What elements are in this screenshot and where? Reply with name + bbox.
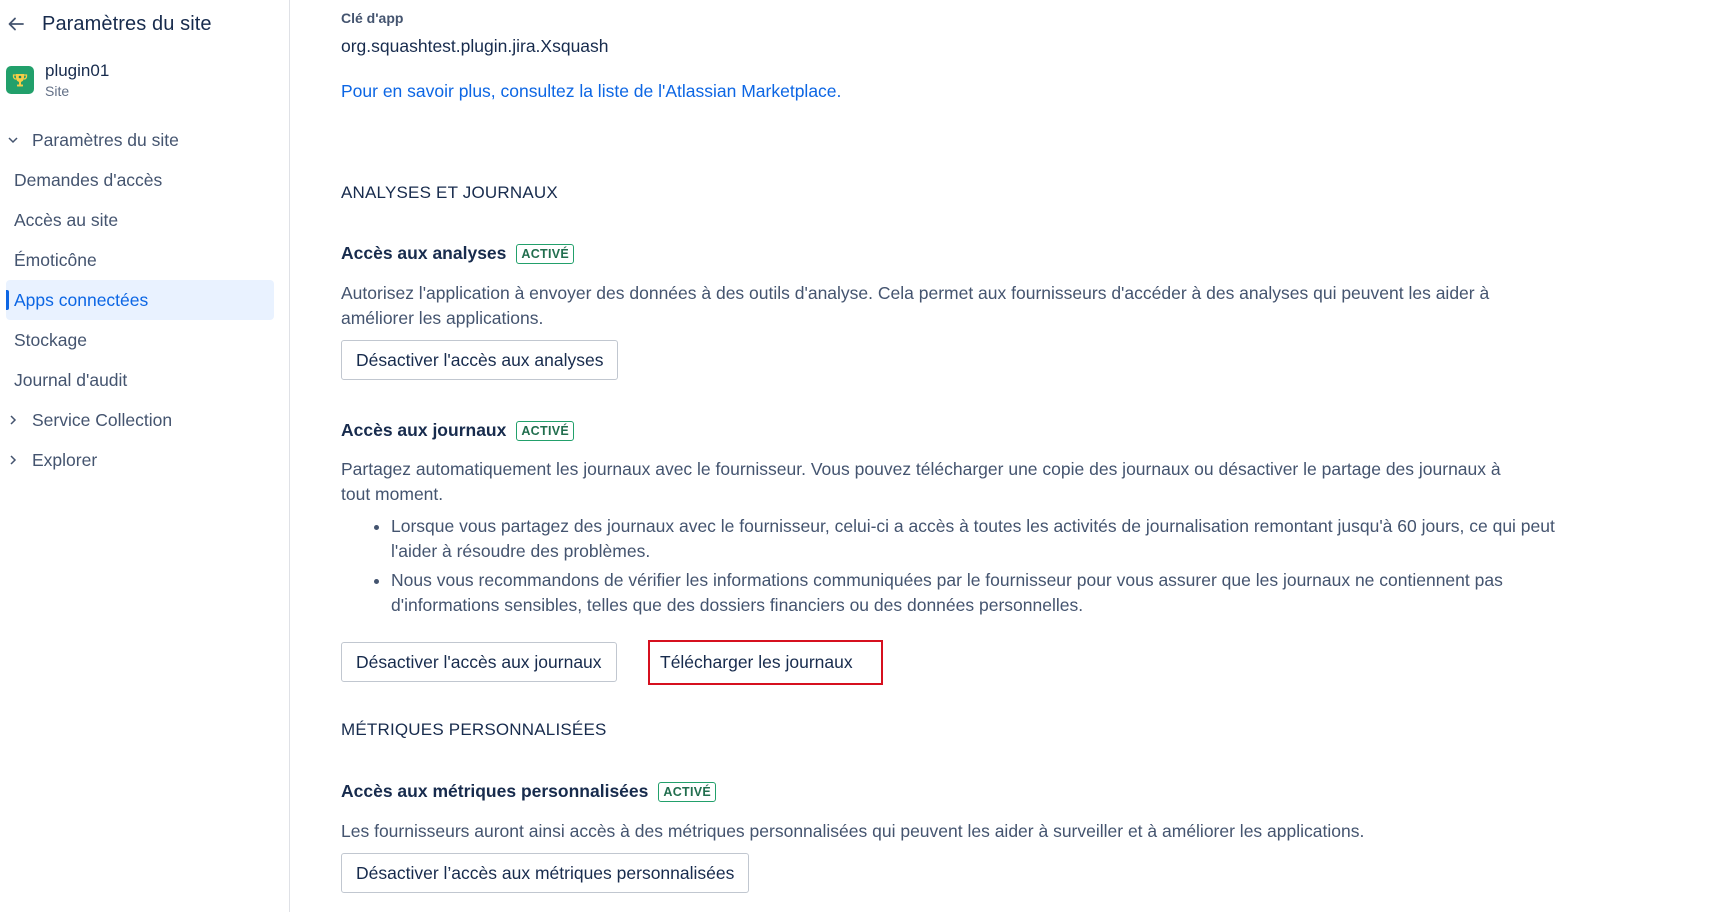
marketplace-link[interactable]: Pour en savoir plus, consultez la liste de l'Atlassian Marketplace. — [341, 81, 842, 101]
chevron-right-icon — [6, 453, 20, 467]
app-key-label: Clé d'app — [341, 10, 404, 26]
list-item: • Lorsque vous partagez des journaux avec le fournisseur, celui-ci a accès à toutes les activités de journalisation remontant jusqu'à 60 jours, ce qui peut l'aider à résoudre des problèmes. — [391, 514, 1571, 564]
sidebar — [0, 0, 290, 912]
sidebar-item-label: Explorer — [32, 449, 98, 470]
sidebar-item-label: Accès au site — [14, 209, 119, 230]
sidebar-item-label: Journal d'audit — [14, 369, 128, 390]
sidebar-item-label: Émoticône — [14, 249, 97, 270]
sidebar-item-audit-log[interactable] — [0, 360, 290, 400]
site-type: Site — [45, 83, 70, 99]
analytics-access-heading — [341, 243, 574, 264]
sidebar-nav — [0, 120, 290, 480]
sidebar-item-label: Apps connectées — [14, 289, 149, 310]
sidebar-item-emoji[interactable] — [0, 240, 290, 280]
chevron-down-icon — [6, 133, 20, 147]
sidebar-item-site-access[interactable] — [0, 200, 290, 240]
arrow-left-icon[interactable] — [4, 12, 28, 36]
download-logs-button[interactable]: Télécharger les journaux — [648, 640, 883, 685]
sidebar-item-storage[interactable] — [0, 320, 290, 360]
logs-access-heading — [341, 420, 574, 441]
metrics-section-heading: MÉTRIQUES PERSONNALISÉES — [341, 720, 607, 739]
analytics-description: Autorisez l'application à envoyer des données à des outils d'analyse. Cela permet aux fournisseurs d'accéder à des analyses qui peuvent les aider à améliorer les applications. — [341, 283, 1490, 328]
disable-metrics-button[interactable]: Désactiver l’accès aux métriques personnalisées — [341, 853, 749, 893]
sidebar-item-label: Paramètres du site — [32, 129, 179, 150]
logs-access-title: Accès aux journaux — [341, 420, 507, 440]
sidebar-item-site-settings[interactable] — [0, 120, 290, 160]
site-card[interactable] — [6, 62, 109, 98]
trophy-icon — [6, 66, 34, 94]
sidebar-item-explorer[interactable] — [0, 440, 290, 480]
status-badge: ACTIVÉ — [516, 421, 574, 441]
sidebar-item-label: Service Collection — [32, 409, 173, 430]
status-badge: ACTIVÉ — [516, 244, 574, 264]
chevron-right-icon — [6, 413, 20, 427]
list-item: • Nous vous recommandons de vérifier les informations communiquées par le fournisseur pour vous assurer que les journaux ne contiennent pas d'informations sensibles, telles que des dossiers financiers ou des données personnelles. — [391, 568, 1571, 618]
app-key-value: org.squashtest.plugin.jira.Xsquash — [341, 36, 609, 56]
logs-description: Partagez automatiquement les journaux avec le fournisseur. Vous pouvez télécharger une copie des journaux ou désactiver le partage des journaux à tout moment. — [341, 459, 1501, 504]
disable-analytics-button[interactable]: Désactiver l'accès aux analyses — [341, 340, 618, 380]
sidebar-item-label: Stockage — [14, 329, 87, 350]
analytics-section-heading: ANALYSES ET JOURNAUX — [341, 183, 558, 202]
status-badge: ACTIVÉ — [658, 782, 716, 802]
sidebar-item-connected-apps[interactable] — [6, 280, 274, 320]
sidebar-item-access-requests[interactable] — [0, 160, 290, 200]
site-name: plugin01 — [45, 61, 110, 80]
metrics-access-heading — [341, 781, 716, 802]
metrics-access-title: Accès aux métriques personnalisées — [341, 781, 649, 801]
sidebar-title: Paramètres du site — [42, 12, 212, 35]
sidebar-item-label: Demandes d'accès — [14, 169, 163, 190]
metrics-description: Les fournisseurs auront ainsi accès à des métriques personnalisées qui peuvent les aider à surveiller et à améliorer les applications. — [341, 821, 1365, 841]
logs-bullet-list — [341, 514, 1571, 622]
disable-logs-button[interactable]: Désactiver l'accès aux journaux — [341, 642, 617, 682]
analytics-access-title: Accès aux analyses — [341, 243, 507, 263]
sidebar-header — [0, 8, 212, 40]
sidebar-item-service-collection[interactable] — [0, 400, 290, 440]
